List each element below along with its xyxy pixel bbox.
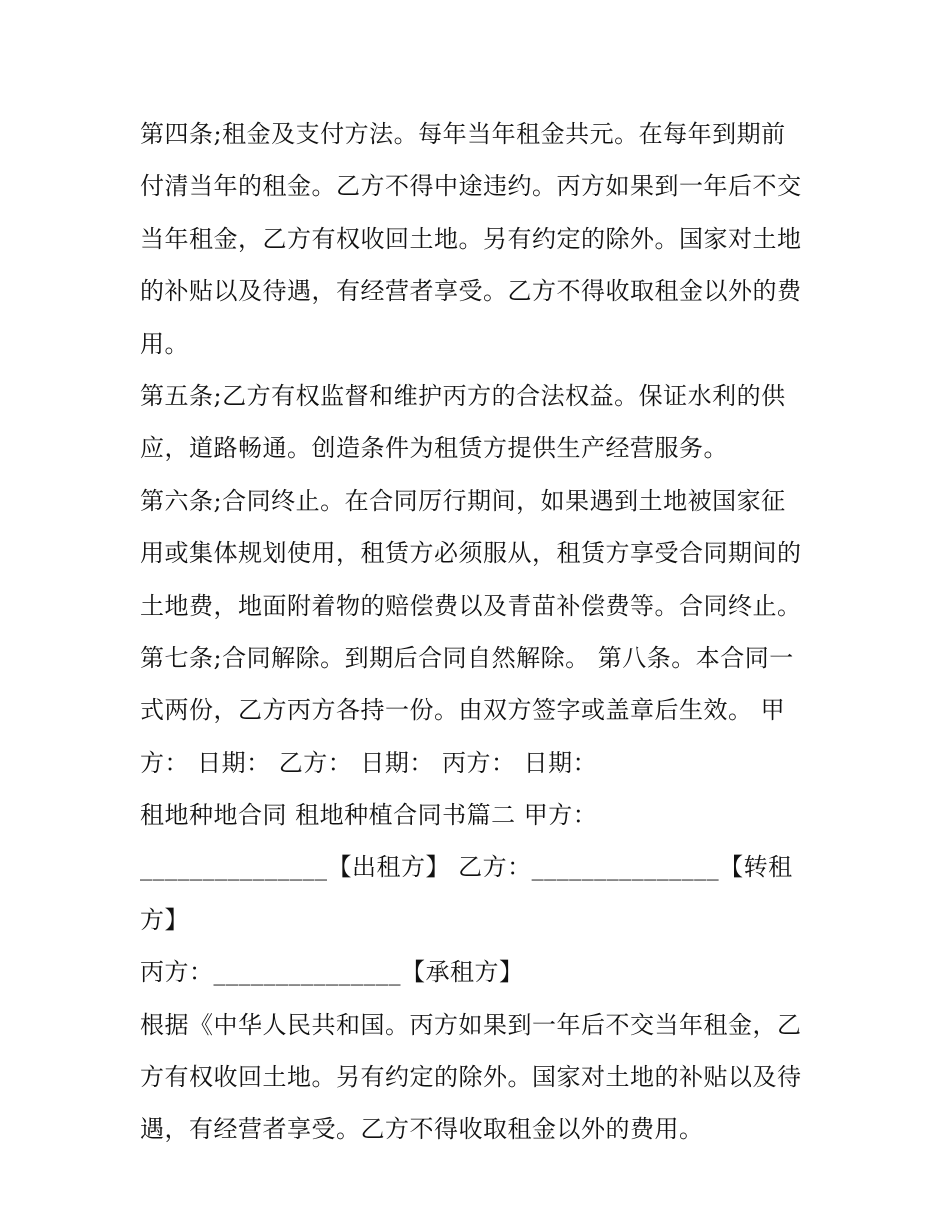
text-line: 第七条;合同解除。到期后合同自然解除。 第八条。本合同一 [140, 643, 794, 672]
text-line: 根据《中华人民共和国。丙方如果到一年后不交当年租金，乙 [140, 1010, 802, 1039]
text-line: 方】 [140, 905, 189, 934]
document-body [140, 108, 815, 1156]
text-line: 当年租金，乙方有权收回土地。另有约定的除外。国家对土地 [140, 224, 802, 253]
text-line: 土地费，地面附着物的赔偿费以及青苗补偿费等。合同终止。 [140, 591, 802, 620]
text-line: 方有权收回土地。另有约定的除外。国家对土地的补贴以及待 [140, 1063, 802, 1092]
text-line: _______________【出租方】 乙方：_______________【转租 [140, 853, 793, 882]
text-line: 丙方：_______________【承租方】 [140, 958, 524, 987]
text-line: 应，道路畅通。创造条件为租赁方提供生产经营服务。 [140, 434, 728, 463]
text-line: 第六条;合同终止。在合同厉行期间，如果遇到土地被国家征 [140, 486, 786, 515]
text-line: 第五条;乙方有权监督和维护丙方的合法权益。保证水利的供 [140, 381, 786, 410]
text-line: 的补贴以及待遇，有经营者享受。乙方不得收取租金以外的费 [140, 277, 802, 306]
text-line: 用或集体规划使用，租赁方必须服从，租赁方享受合同期间的 [140, 539, 802, 568]
text-line: 第四条;租金及支付方法。每年当年租金共元。在每年到期前 [140, 120, 786, 148]
text-line: 遇，有经营者享受。乙方不得收取租金以外的费用。 [140, 1115, 704, 1144]
text-line: 用。 [140, 329, 189, 358]
text-line: 式两份，乙方丙方各持一份。由双方签字或盖章后生效。 甲 [140, 696, 786, 725]
text-line: 租地种地合同 租地种植合同书篇二 甲方： [140, 801, 598, 830]
text-line: 付清当年的租金。乙方不得中途违约。丙方如果到一年后不交 [140, 172, 802, 201]
text-line: 方： 日期： 乙方： 日期： 丙方： 日期： [140, 748, 598, 777]
